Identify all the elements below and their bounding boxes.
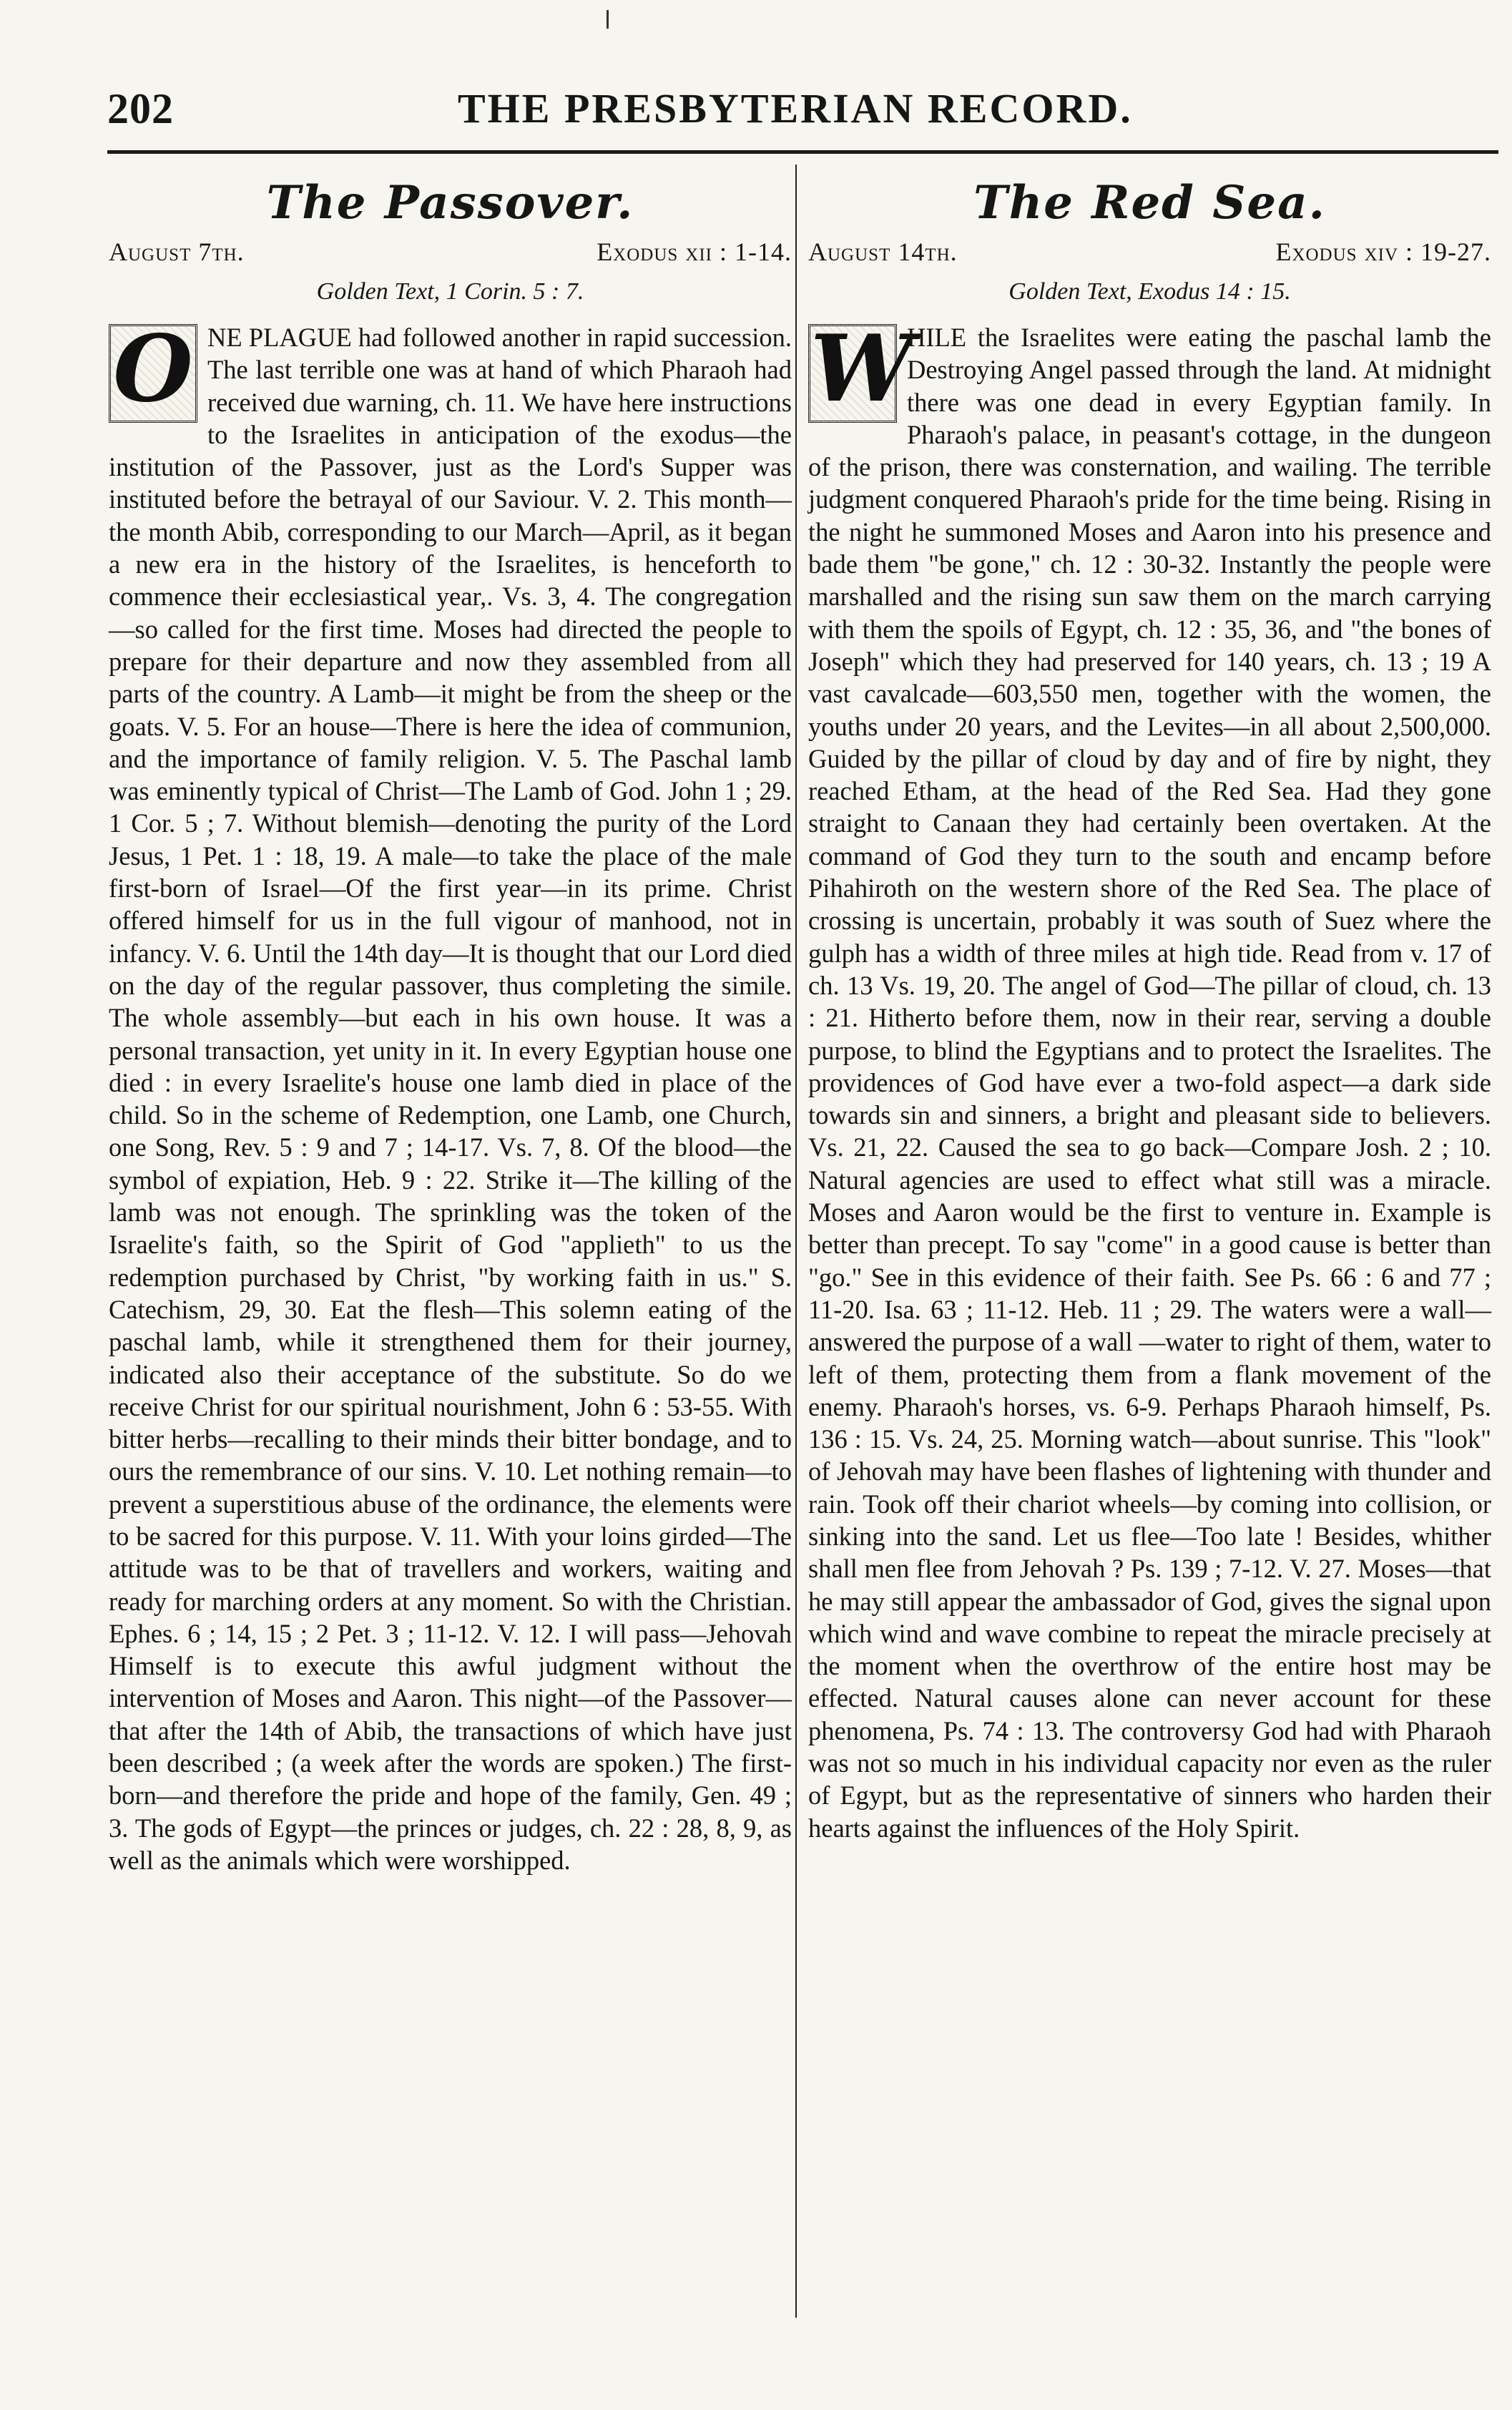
column-divider [795,165,797,2318]
lesson-body-text: HILE the Israelites were eating the paschal lamb the Destroying Angel passed through the land. At midnight there was one dead in every Egyptian family. In Pharaoh's palace, in peasant's cottage, in the dungeon of the prison, there was consternation, and wailing. The terrible judgment conquered Pharaoh's pride for the time being. Rising in the night he summoned Moses and Aaron into his presence and bade them "be gone," ch. 12 : 30-32. Instantly the people were marshalled and the rising sun saw them on the march carrying with them the spoils of Egypt, ch. 12 : 35, 36, and "the bones of Joseph" which they had preserved for 140 years, ch. 13 ; 19 A vast cavalcade—603,550 men, together with the women, the youths under 20 years, and the Levites—in all about 2,500,000. Guided by the pillar of cloud by day and of fire by night, they reached Etham, at the head of the Red Sea. Had they gone straight to Canaan they had certainly been overtaken. At the command of God they turn to the south and encamp before Pihahiroth on the western shore of the Red Sea. The place of crossing is uncertain, probably it was south of Suez where the gulph has a width of three miles at high tide. Read from v. 17 of ch. 13 Vs. 19, 20. The angel of God—The pillar of cloud, ch. 13 : 21. Hitherto before them, now in their rear, serving a double purpose, to blind the Egyptians and to protect the Israelites. The providences of God have ever a two-fold aspect—a dark side towards sin and sinners, a bright and pleasant side to believers. Vs. 21, 22. Caused the sea to go back—Compare Josh. 2 ; 10. Natural agencies are used to effect what still was a miracle. Moses and Aaron would be the first to venture in. Example is better than precept. To say "come" in a good cause is better than "go." See in this evidence of their faith. See Ps. 66 : 6 and 77 ; 11-20. Isa. 63 ; 11-12. Heb. 11 ; 29. The waters were a wall—answered the purpose of a wall —water to right of them, water to left of them, protecting them from a flank movement of the enemy. Pharaoh's horses, vs. 6-9. Perhaps Pharaoh himself, Ps. 136 : 15. Vs. 24, 25. Morning watch—about sunrise. This "look" of Jehovah may have been flashes of lightening with thunder and rain. Took off their chariot wheels—by coming into collision, or sinking into the sand. Let us flee—Too late ! Besides, whither shall men flee from Jehovah ? Ps. 139 ; 7-12. V. 27. Moses—that he may still appear the ambassador of God, gives the signal upon which wind and wave combine to repeat the miracle precisely at the moment when the overthrow of the entire host may be effected. Natural causes alone can never account for these phenomena, Ps. 74 : 13. The controversy God had with Pharaoh was not so much in his individual capacity nor even as the ruler of Egypt, but as the representative of sinners who harden their hearts against the influences of the Holy Spirit. [808,323,1491,1843]
lesson-date: August 7th. [109,237,245,266]
journal-title: THE PRESBYTERIAN RECORD. [458,85,1133,132]
print-speck [607,10,609,29]
page-header [107,84,1498,149]
drop-cap: O [109,324,197,423]
lesson-column-passover [109,172,792,1876]
scripture-reference: Exodus xii : 1-14. [597,237,792,266]
lesson-column-red-sea [808,172,1491,1844]
lesson-date: August 14th. [808,237,958,266]
drop-cap: W [808,324,897,423]
scripture-reference: Exodus xiv : 19-27. [1275,237,1491,266]
page-number: 202 [107,85,174,132]
golden-text: Golden Text, Exodus 14 : 15. [1008,278,1291,305]
golden-text: Golden Text, 1 Corin. 5 : 7. [316,278,584,305]
lesson-meta [109,237,792,278]
lesson-title: The Passover. [266,176,634,230]
lesson-body [109,315,792,1876]
lesson-title: The Red Sea. [973,176,1326,230]
lesson-body [808,315,1491,1844]
lesson-body-text: NE PLAGUE had followed another in rapid succession. The last terrible one was at hand of which Pharaoh had received due warning, ch. 11. We have here instructions to the Israelites in anticipation of the exodus—the institution of the Passover, just as the Lord's Supper was instituted before the betrayal of our Saviour. V. 2. This month—the month Abib, corresponding to our March—April, as it began a new era in the history of the Israelites, is henceforth to commence their ecclesiastical year,. Vs. 3, 4. The congregation—so called for the first time. Moses had directed the people to prepare for their departure and now they assembled from all parts of the country. A Lamb—it might be from the sheep or the goats. V. 5. For an house—There is here the idea of communion, and the importance of family religion. V. 5. The Paschal lamb was eminently typical of Christ—The Lamb of God. John 1 ; 29. 1 Cor. 5 ; 7. Without blemish—denoting the purity of the Lord Jesus, 1 Pet. 1 : 18, 19. A male—to take the place of the male first-born of Israel—Of the first year—in its prime. Christ offered himself for us in the full vigour of manhood, not in infancy. V. 6. Until the 14th day—It is thought that our Lord died on the day of the regular passover, thus completing the simile. The whole assembly—but each in his own house. It was a personal transaction, yet unity in it. In every Egyptian house one died : in every Israelite's house one lamb died in place of the child. So in the scheme of Redemption, one Lamb, one Church, one Song, Rev. 5 : 9 and 7 ; 14-17. Vs. 7, 8. Of the blood—the symbol of expiation, Heb. 9 : 22. Strike it—The killing of the lamb was not enough. The sprinkling was the token of the Israelite's faith, so the Spirit of God "applieth" to us the redemption purchased by Christ, "by working faith in us." S. Catechism, 29, 30. Eat the flesh—This solemn eating of the paschal lamb, while it strengthened them for their journey, indicated also their acceptance of the substitute. So do we receive Christ for our spiritual nourishment, John 6 : 53-55. With bitter herbs—recalling to their minds their bitter bondage, and to ours the remembrance of our sins. V. 10. Let nothing remain—to prevent a superstitious abuse of the ordinance, the elements were to be sacred for this purpose. V. 11. With your loins girded—The attitude was to be that of travellers and workers, waiting and ready for marching orders at any moment. So with the Christian. Ephes. 6 ; 14, 15 ; 2 Pet. 3 ; 11-12. V. 12. I will pass—Jehovah Himself is to execute this awful judgment without the intervention of Moses and Aaron. This night—of the Passover—that after the 14th of Abib, the transactions of which have just been described ; (a week after the words are spoken.) The first-born—and therefore the pride and hope of the family, Gen. 49 ; 3. The gods of Egypt—the princes or judges, ch. 22 : 28, 8, 9, as well as the animals which were worshipped. [109,323,792,1875]
lesson-meta [808,237,1491,278]
header-rule [107,150,1498,154]
